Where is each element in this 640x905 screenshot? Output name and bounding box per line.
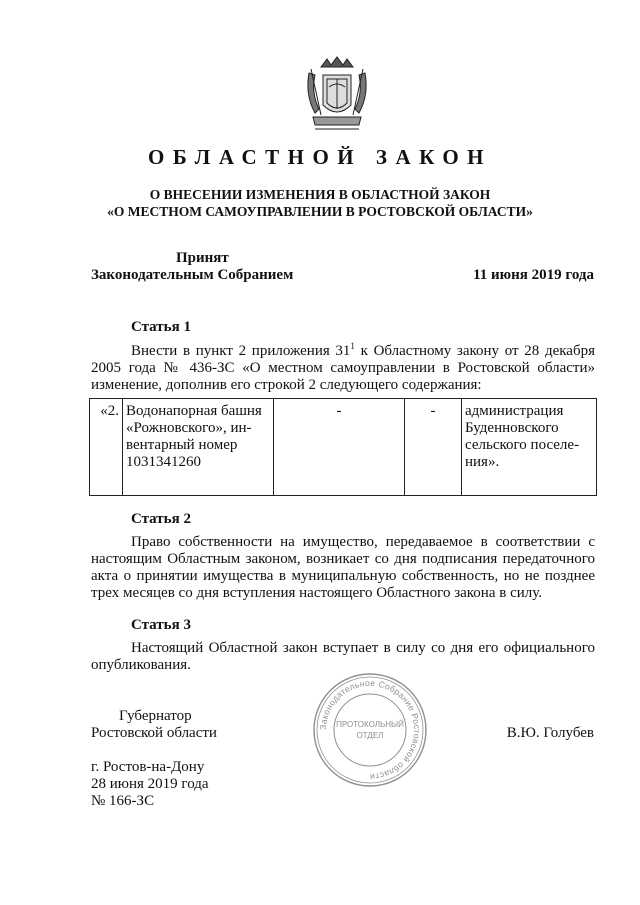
adoption-date: 11 июня 2019 года [473,267,594,283]
signatory-name: В.Ю. Голубев [506,725,594,741]
article-1-text-b: к Областному закону от 28 декабря 2005 года № 436-ЗС «О местном самоуправлении в Ростовской области» изменение, дополнив его строкой 2 следующего содержания: [91,343,595,393]
adopted-label: Принят [176,250,229,266]
subtitle-line-1: О ВНЕСЕНИИ ИЗМЕНЕНИЯ В ОБЛАСТНОЙ ЗАКОН [149,187,491,202]
article-1-text [91,343,595,394]
coat-of-arms-icon [301,55,373,135]
table-cell-4: - [405,399,462,496]
signatory-region: Ростовской области [91,725,217,741]
law-number: № 166-ЗС [91,793,155,809]
adopted-by: Законодательным Собранием [91,267,294,283]
article-2-text [91,534,595,602]
table-cell-3: - [274,399,405,496]
article-2-heading: Статья 2 [131,511,191,527]
signatory-title: Губернатор [119,708,192,724]
stamp-outer-text: Законодательное Собрание Ростовской области [317,677,423,783]
stamp-inner-line-1: ПРОТОКОЛЬНЫЙ [336,720,404,729]
article-3-text [91,640,595,674]
property-name: Водонапорная башня «Рожновского», ин-вентарный номер 1031341260 [123,399,274,496]
table-row [90,399,597,496]
recipient-name: администрация Буденновского сельского поселе-ния». [462,399,597,496]
signing-date: 28 июня 2019 года [91,776,209,792]
city: г. Ростов-на-Дону [91,759,205,775]
row-number: «2. [90,399,123,496]
official-stamp [312,672,428,788]
article-1-text-a: Внести в пункт 2 приложения 31 [131,343,351,359]
document-subtitle [0,186,640,220]
subtitle-line-2: «О МЕСТНОМ САМОУПРАВЛЕНИИ В РОСТОВСКОЙ ОБЛАСТИ» [107,204,533,219]
adoption-info [91,250,293,284]
stamp-inner-line-2: ОТДЕЛ [356,731,384,740]
article-1-heading: Статья 1 [131,319,191,335]
place-and-date [91,759,209,810]
article-3-heading: Статья 3 [131,617,191,633]
article-1-superscript: 1 [350,341,355,351]
document-title: ОБЛАСТНОЙ ЗАКОН [147,145,492,169]
article-2-paragraph: Право собственности на имущество, передаваемое в соответствии с настоящим Областным законом, возникает со дня подписания передаточного акта о принятии имущества в муниципальную собственность, но не позднее трех месяцев со дня вступления настоящего Областного закона в силу. [91,534,595,601]
article-3-paragraph: Настоящий Областной закон вступает в силу со дня его официального опубликования. [91,640,595,673]
amendment-table [89,398,597,496]
signatory-position [91,708,217,742]
